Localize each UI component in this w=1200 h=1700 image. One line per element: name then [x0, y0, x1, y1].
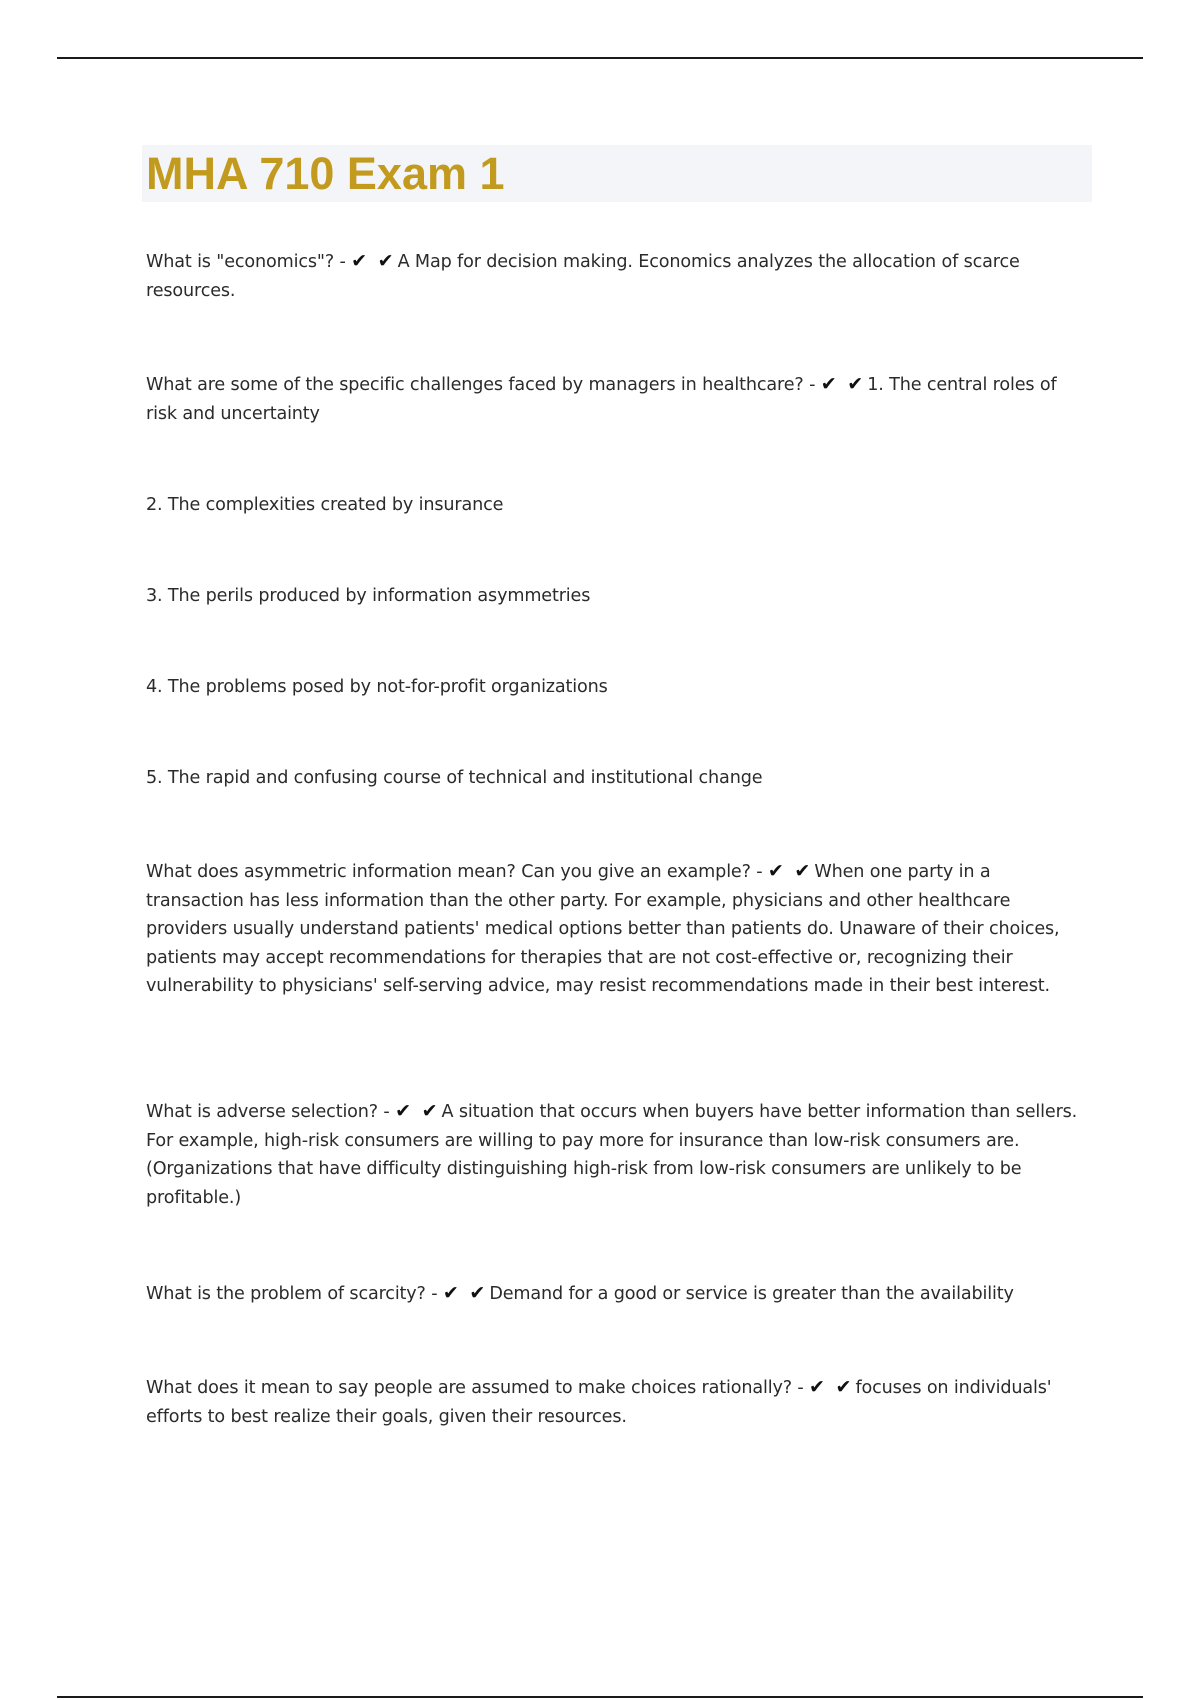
document-title: MHA 710 Exam 1: [146, 148, 505, 199]
qa-item-rational-choices: [146, 1373, 1081, 1431]
list-item-insurance: 2. The complexities created by insurance: [146, 495, 504, 515]
qa-item-asymmetric-information: [146, 857, 1081, 1001]
qa-item-adverse-selection: [146, 1097, 1081, 1212]
double-check-icon: ✔ ✔: [442, 1282, 488, 1304]
answer-text: 1. The central roles of risk and uncertainty: [146, 375, 1057, 424]
double-check-icon: ✔ ✔: [809, 1376, 854, 1398]
top-divider: [57, 57, 1143, 59]
answer-text: When one party in a transaction has less information than the other party. For example, physicians and other healthcare providers usually understand patients' medical options better than patients do. Unaware of their choices, patients may accept recommendations for therapies that are not cost-effective or, recognizing their vulnerability to physicians' self-serving advice, may resist recommendations made in their best interest.: [146, 862, 1060, 996]
question-text: What does it mean to say people are assumed to make choices rationally? -: [146, 1378, 810, 1398]
answer-text: A situation that occurs when buyers have better information than sellers. For example, high-risk consumers are willing to pay more for insurance than low-risk consumers are. (Organizations that have difficulty distinguishing high-risk from low-risk consumers are unlikely to be profitable.): [146, 1102, 1078, 1208]
double-check-icon: ✔ ✔: [820, 373, 866, 395]
answer-text: focuses on individuals' efforts to best realize their goals, given their resources.: [146, 1378, 1052, 1427]
question-text: What are some of the specific challenges faced by managers in healthcare? -: [146, 375, 821, 395]
list-item-not-for-profit: 4. The problems posed by not-for-profit organizations: [146, 677, 608, 697]
qa-item-healthcare-challenges: [146, 370, 1081, 428]
double-check-icon: ✔ ✔: [395, 1100, 440, 1122]
question-text: What is adverse selection? -: [146, 1102, 396, 1122]
qa-item-scarcity: [146, 1279, 1081, 1309]
bottom-divider: [57, 1696, 1143, 1698]
list-item-technical-change: 5. The rapid and confusing course of technical and institutional change: [146, 768, 763, 788]
question-text: What is the problem of scarcity? -: [146, 1284, 443, 1304]
qa-item-economics: [146, 247, 1081, 305]
question-text: What is "economics"? -: [146, 252, 352, 272]
answer-text: Demand for a good or service is greater than the availability: [489, 1284, 1014, 1304]
question-text: What does asymmetric information mean? Can you give an example? -: [146, 862, 768, 882]
double-check-icon: ✔ ✔: [351, 250, 396, 272]
answer-text: A Map for decision making. Economics analyzes the allocation of scarce resources.: [146, 252, 1020, 301]
double-check-icon: ✔ ✔: [767, 860, 813, 882]
list-item-information-asymmetries: 3. The perils produced by information asymmetries: [146, 586, 591, 606]
